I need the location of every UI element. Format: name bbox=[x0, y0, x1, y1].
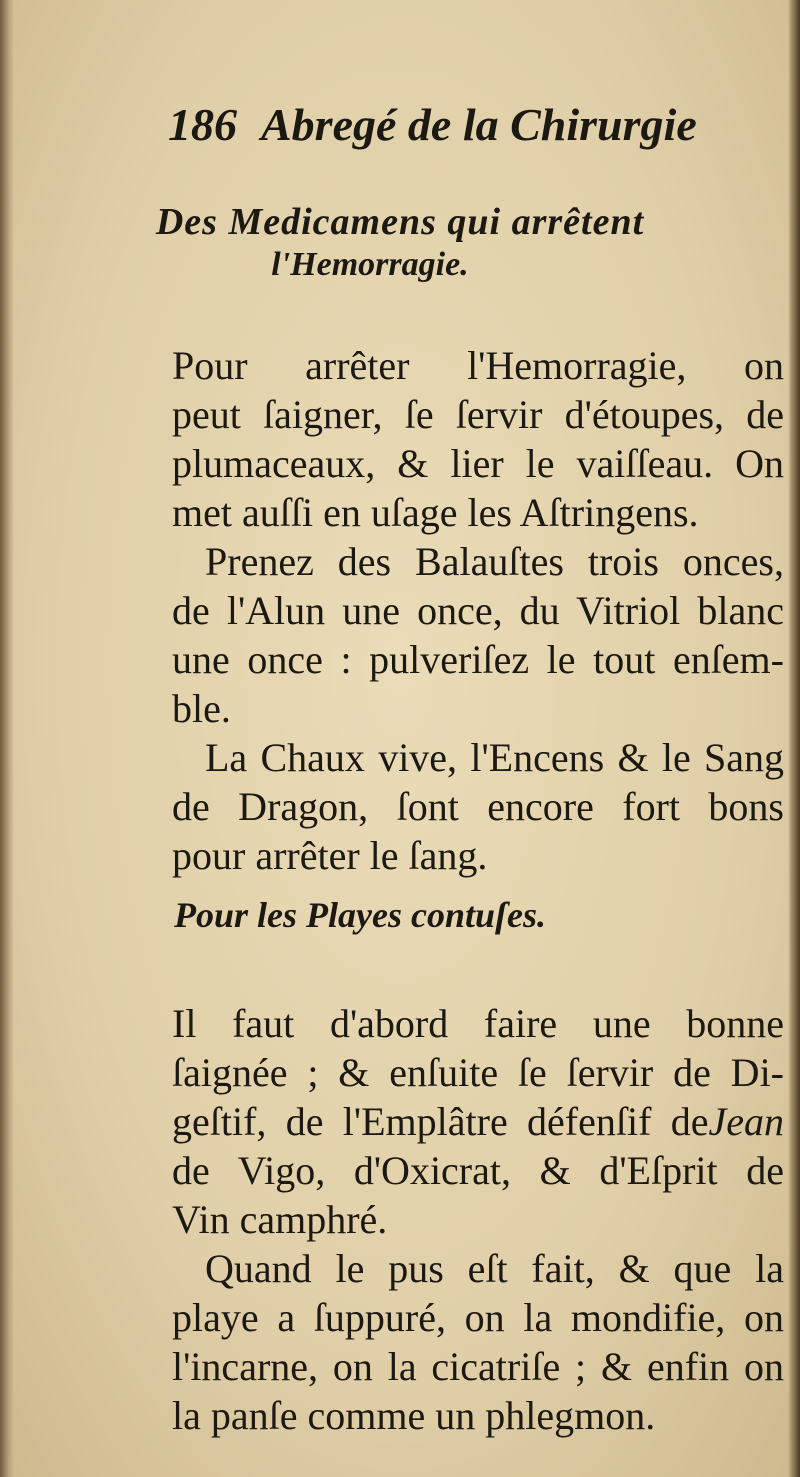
text-line: Prenez des Balauſtes trois onces, bbox=[205, 539, 784, 584]
text-line: playe a ſuppuré, on la mondifie, on bbox=[172, 1295, 784, 1340]
text-line: ble. bbox=[172, 686, 231, 731]
page-number: 186 bbox=[168, 99, 237, 150]
text-line: peut ſaigner, ſe ſervir d'étoupes, de bbox=[172, 392, 784, 437]
text-line: ſaignée ; & enſuite ſe ſervir de Di- bbox=[172, 1050, 784, 1095]
text-segment: geſtif, de l'Emplâtre défenſif de bbox=[172, 1099, 709, 1144]
running-title: Abregé de la Chirurgie bbox=[261, 99, 697, 150]
text-line: plumaceaux, & lier le vaiſſeau. On bbox=[172, 441, 784, 486]
text-line: Quand le pus eſt fait, & que la bbox=[205, 1246, 784, 1291]
text-line: La Chaux vive, l'Encens & le Sang bbox=[205, 735, 784, 780]
running-header bbox=[168, 98, 748, 158]
text-line: de l'Alun une once, du Vitriol blanc bbox=[172, 588, 784, 633]
text-line: pour arrêter le ſang. bbox=[172, 833, 488, 878]
text-line: Pour arrêter l'Hemorragie, on bbox=[172, 343, 784, 388]
text-line: de Vigo, d'Oxicrat, & d'Eſprit de bbox=[172, 1148, 784, 1193]
text-line: met auſſi en uſage les Aſtringens. bbox=[172, 490, 699, 535]
section-title: Pour les Playes contuſes. bbox=[174, 895, 546, 935]
text-line: l'incarne, on la cicatriſe ; & enfin on bbox=[172, 1344, 784, 1389]
text-line: Il faut d'abord faire une bonne bbox=[172, 1001, 784, 1046]
text-line: Vin camphré. bbox=[172, 1197, 388, 1242]
text-line-with-italic bbox=[172, 1098, 784, 1146]
text-line: la panſe comme un phlegmon. bbox=[172, 1393, 656, 1438]
italic-name: Jean bbox=[708, 1099, 784, 1144]
text-line: une once : pulveriſez le tout enſem- bbox=[172, 637, 784, 682]
section-title-line-1: Des Medicamens qui arrêtent bbox=[155, 201, 645, 243]
text-line: de Dragon, ſont encore fort bons bbox=[172, 784, 784, 829]
section-title-line-2: l'Hemorragie. bbox=[271, 246, 469, 283]
